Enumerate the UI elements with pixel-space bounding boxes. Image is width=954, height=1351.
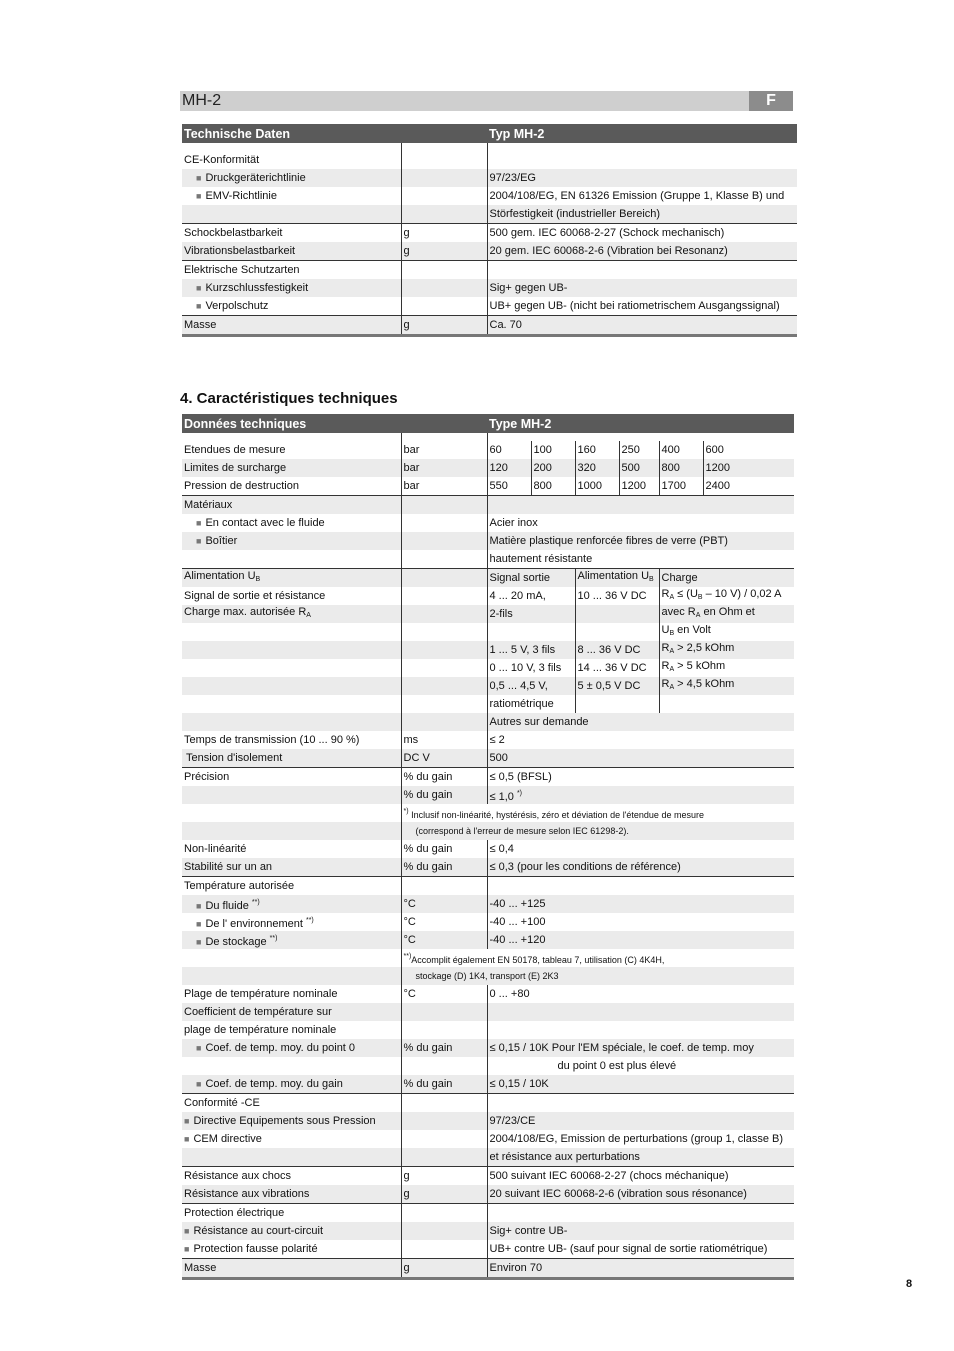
table-row: hautement résistante	[182, 550, 794, 569]
table-row: plage de température nominale	[182, 1021, 794, 1039]
table-row: ■ De stockage **) °C -40 ... +120	[182, 931, 794, 949]
table-row: Conformité -CE	[182, 1094, 794, 1113]
table-row: ■ EMV-Richtlinie 2004/108/EG, EN 61326 Emission (Gruppe 1, Klasse B) und	[182, 187, 797, 205]
header-title: MH-2	[182, 92, 222, 109]
table-row: ratiométrique	[182, 695, 794, 713]
table-row: Résistance aux vibrations g 20 suivant IEC 60068-2-6 (vibration sous résonance)	[182, 1185, 794, 1204]
table-row: et résistance aux perturbations	[182, 1148, 794, 1167]
table-row: ■ Verpolschutz UB+ gegen UB- (nicht bei ratiometrischem Ausgangssignal)	[182, 297, 797, 316]
table-row: Masse g Ca. 70	[182, 316, 797, 336]
table-row: 0,5 ... 4,5 V, 5 ± 0,5 V DC $R_A > 4,5$ kOhm	[182, 677, 794, 695]
table-row: du point 0 est plus élevé	[182, 1057, 794, 1075]
table-row: ■ Kurzschlussfestigkeit Sig+ gegen UB-	[182, 279, 797, 297]
table-row: Tension d'isolement DC V 500	[182, 749, 794, 768]
table-row: Signal de sortie et résistance 4 ... 20 mA, 10 ... 36 V DC $R_A \le (U_B - 10$ V) / 0,02 A	[182, 587, 794, 605]
table-row: ■ Druckgeräterichtlinie 97/23/EG	[182, 169, 797, 187]
header-bar	[180, 91, 793, 111]
table-row: $U_B$ en Volt	[182, 623, 794, 641]
table-row: ■ Directive Equipements sous Pression 97/23/CE	[182, 1112, 794, 1130]
table-row: Schockbelastbarkeit g 500 gem. IEC 60068-2-27 (Schock mechanisch)	[182, 224, 797, 243]
table-row: Résistance aux chocs g 500 suivant IEC 60068-2-27 (chocs méchanique)	[182, 1167, 794, 1186]
table-row: Matériaux	[182, 496, 794, 515]
table-row: Charge max. autorisée $R_A$ 2-fils avec $R_A$ en Ohm et	[182, 605, 794, 623]
table-row: ■ Coef. de temp. moy. du point 0 % du gain ≤ 0,15 / 10K Pour l'EM spéciale, le coef. de temp. moy	[182, 1039, 794, 1057]
table-row: ■ Protection fausse polarité UB+ contre UB- (sauf pour signal de sortie ratiométrique)	[182, 1240, 794, 1259]
table-row: 0 ... 10 V, 3 fils 14 ... 36 V DC $R_A > 5$ kOhm	[182, 659, 794, 677]
table-row: Plage de température nominale °C 0 ... +80	[182, 985, 794, 1003]
table-row: ■ En contact avec le fluide Acier inox	[182, 514, 794, 532]
table-row: % du gain ≤ 1,0 *)	[182, 786, 794, 804]
table-row: 1 ... 5 V, 3 fils 8 ... 36 V DC $R_A > 2,5$ kOhm	[182, 641, 794, 659]
technische-daten-table	[182, 124, 797, 337]
table-row: CE-Konformität	[182, 151, 797, 169]
page-number: 8	[906, 1278, 913, 1290]
table-row: Non-linéarité % du gain ≤ 0,4	[182, 840, 794, 858]
table-row: Elektrische Schutzarten	[182, 261, 797, 280]
table-row: Vibrationsbelastbarkeit g 20 gem. IEC 60068-2-6 (Vibration bei Resonanz)	[182, 242, 797, 261]
table-header: Données techniques Type MH-2	[182, 414, 794, 433]
table-row: Alimentation $U_B$ Signal sortie Alimentation $U_B$ Charge	[182, 569, 794, 588]
table-row: stockage (D) 1K4, transport (E) 2K3	[182, 967, 794, 985]
table-row: Temps de transmission (10 ... 90 %) ms ≤ 2	[182, 731, 794, 749]
donnees-techniques-table	[182, 414, 794, 1280]
table-row: Protection électrique	[182, 1204, 794, 1223]
table-row: Masse g Environ 70	[182, 1259, 794, 1279]
language-badge: F	[749, 91, 793, 111]
table-row: (correspond à l'erreur de mesure selon IEC 61298-2).	[182, 822, 794, 840]
table-row: ■ CEM directive 2004/108/EG, Emission de perturbations (group 1, classe B)	[182, 1130, 794, 1148]
table-row: Température autorisée	[182, 877, 794, 896]
table-row: *) Inclusif non-linéarité, hystérésis, zéro et déviation de l'étendue de mesure	[182, 804, 794, 822]
table-row: ■ Résistance au court-circuit Sig+ contre UB-	[182, 1222, 794, 1240]
table-row: ■ Coef. de temp. moy. du gain % du gain ≤ 0,15 / 10K	[182, 1075, 794, 1094]
section-title: 4. Caractéristiques techniques	[180, 390, 398, 407]
table-row: **)Accomplit également EN 50178, tableau 7, utilisation (C) 4K4H,	[182, 949, 794, 967]
table-row: Etendues de mesure bar 60 100 160 250 400 600	[182, 441, 794, 459]
table-header: Technische Daten Typ MH-2	[182, 124, 797, 143]
table-row: ■ Du fluide **) °C -40 ... +125	[182, 895, 794, 913]
table-row: Pression de destruction bar 550 800 1000 1200 1700 2400	[182, 477, 794, 496]
table-row: ■ Boîtier Matière plastique renforcée fibres de verre (PBT)	[182, 532, 794, 550]
table-row: Coefficient de température sur	[182, 1003, 794, 1021]
table-row: Autres sur demande	[182, 713, 794, 731]
table-row: Störfestigkeit (industrieller Bereich)	[182, 205, 797, 224]
table-row: Stabilité sur un an % du gain ≤ 0,3 (pour les conditions de référence)	[182, 858, 794, 877]
table-row: Limites de surcharge bar 120 200 320 500 800 1200	[182, 459, 794, 477]
table-row: ■ De l' environnement **) °C -40 ... +100	[182, 913, 794, 931]
table-row: Précision % du gain ≤ 0,5 (BFSL)	[182, 768, 794, 787]
